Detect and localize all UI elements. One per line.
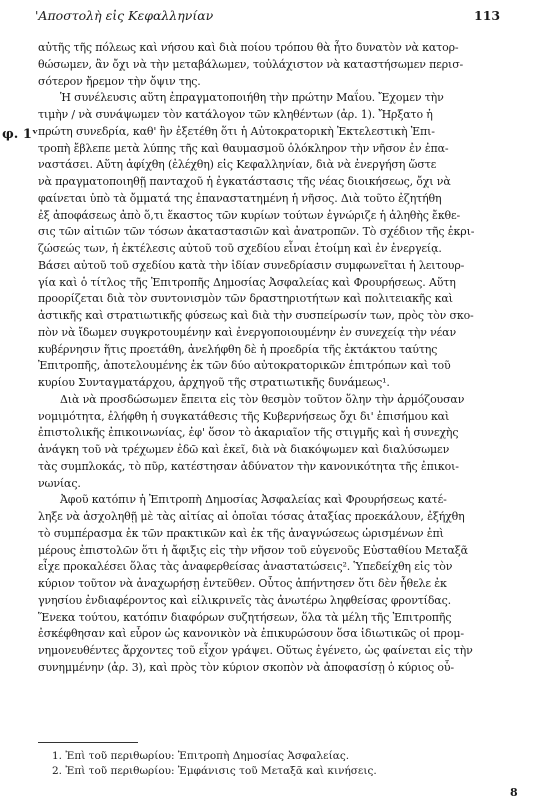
footnote-2: 2. Ἐπὶ τοῦ περιθωρίου: Ἐμφάνισις τοῦ Μεταξᾶ καὶ κινήσεις. [52,765,377,777]
text-line: ἐπιστολικῆς ἐπικοινωνίας, ἐφ' ὅσον τὸ ἀκαριαῖον τῆς στιγμῆς καὶ ἡ συνεχὴς [38,426,459,440]
text-line: νωνίας. [38,476,81,490]
text-line: ἀστικῆς καὶ στρατιωτικῆς φύσεως καὶ διὰ τὴν συσπείρωσίν των, πρὸς τὸν σκο- [38,309,474,322]
folio-margin-note: φ. 1ᵛ [2,127,39,142]
page-number: 113 [474,8,501,23]
text-line: γνησίου ἐνδιαφέροντος καὶ εἰλικρινεῖς τὰς ἀνωτέρω ληφθείσας φροντίδας. [38,593,451,607]
text-line: εἶχε προκαλέσει ὅλας τὰς ἀναφερθείσας ἀναστατώσεις². Ὑπεδείχθη εἰς τὸν [38,560,453,574]
body-text [38,40,532,677]
text-line: τὸ συμπέρασμα ἐκ τῶν πρακτικῶν καὶ ἐκ τῆς ἀναγνώσεως ὡρισμένων ἐπὶ [38,526,444,540]
paragraph-first-line: Ἀφοῦ κατόπιν ἡ Ἐπιτροπὴ Δημοσίας Ἀσφαλείας καὶ Φρουρήσεως κατέ- [60,493,447,507]
text-line: Ἕνεκα τούτου, κατόπιν διαφόρων συζητήσεων, ὅλα τὰ μέλη τῆς Ἐπιτροπῆς [38,610,452,624]
text-line: σις τῶν αἰτιῶν τῶν τόσων ἀκαταστασιῶν καὶ ἀνατροπῶν. Τὸ σχέδιον τῆς ἐκρι- [38,225,475,239]
text-line: πὸν νὰ ἴδωμεν συγκροτουμένην καὶ ἐνεργοποιουμένην ἐν συνεχείᾳ τὴν νέαν [38,325,457,339]
signature-mark: 8 [510,786,518,799]
text-line: προορίζεται διὰ τὸν συντονισμὸν τῶν δραστηριοτήτων καὶ πολιτειακῆς καὶ [38,292,453,306]
text-line: κύριον τοῦτον νὰ ἀναχωρήσῃ ἐντεῦθεν. Οὗτος ἀπήντησεν ὅτι δὲν ἦθελε ἐκ [38,577,447,590]
text-line: θώσωμεν, ἂν ὄχι νὰ τὴν μεταβάλωμεν, τοὐλάχιστον νὰ καταστήσωμεν περισ- [38,57,464,71]
paragraph-first-line: Ἡ συνέλευσις αὕτη ἐπραγματοποιήθη τὴν πρώτην Μαΐου. Ἔχομεν τὴν [60,91,444,105]
text-line: νὰ πραγματοποιηθῇ πανταχοῦ ἡ ἐγκατάστασις τῆς νέας διοικήσεως, ὄχι νὰ [38,175,451,188]
text-line: μέρους ἐπιστολῶν ὅτι ἡ ἄφιξις εἰς τὴν νῆσον τοῦ εὐγενοῦς Εὐσταθίου Μεταξᾶ [38,543,468,557]
text-line: Βάσει αὐτοῦ τοῦ σχεδίου κατὰ τὴν ἰδίαν συνεδρίασιν συμφωνεῖται ἡ λειτουρ- [38,258,465,272]
text-line: κυβέρνησιν ἥτις προετάθη, ἀνελήφθη δὲ ἡ προεδρία τῆς ἐκτάκτου ταύτης [38,342,438,356]
text-line: φαίνεται ὑπὸ τὰ ὄμματά της ἐπαναστατημένη ἡ νῆσος. Διὰ τοῦτο ἐζητήθη [38,191,442,205]
text-line: συνημμένην (ἀρ. 3), καὶ πρὸς τὸν κύριον σκοπὸν νὰ ἀποφασίσῃ ὁ κύριος οὗ- [38,660,454,674]
text-line: τὰς συμπλοκάς, τὸ πῦρ, κατέστησαν ἀδύνατον τὴν κανονικότητα τῆς ἐπικοι- [38,459,459,473]
running-header-title: 'Αποστολὴ εἰς Κεφαλληνίαν [35,8,214,23]
text-line: νομιμότητα, ἐλήφθη ἡ συγκατάθεσις τῆς Κυβερνήσεως ὄχι δι' ἐπισήμου καὶ [38,409,450,423]
footnote-1: 1. Ἐπὶ τοῦ περιθωρίου: Ἐπιτροπὴ Δημοσίας Ἀσφαλείας. [52,750,350,762]
text-line: τροπὴ ἔβλεπε μετὰ λύπης τῆς καὶ θαυμασμοῦ ὁλόκληρον τὴν νῆσον ἐν ἐπα- [38,141,449,155]
text-line: νημονευθέντες ἄρχοντες τοῦ εἶχον γράψει. Οὕτως ἐγένετο, ὡς φαίνεται εἰς τὴν [38,644,473,657]
text-line: γία καὶ ὁ τίτλος τῆς Ἐπιτροπῆς Δημοσίας Ἀσφαλείας καὶ Φρουρήσεως. Αὕτη [38,275,456,289]
text-line: τιμὴν / νὰ συνάψωμεν τὸν κατάλογον τῶν κληθέντων (ἀρ. 1). Ἤρξατο ἡ [38,108,433,121]
text-line: αὐτῆς τῆς πόλεως καὶ νήσου καὶ διὰ ποίου τρόπου θὰ ἦτο δυνατὸν νὰ κατορ- [38,41,459,54]
text-line: πρώτη συνεδρία, καθ' ἣν ἐξετέθη ὅτι ἡ Αὐτοκρατορικὴ Ἐκτελεστικὴ Ἐπι- [38,124,435,138]
text-line: σότερον ἤρεμον τὴν ὄψιν της. [38,74,201,88]
footnotes [52,749,377,779]
text-line: ἐξ ἀποφάσεως ἀπὸ ὅ,τι ἕκαστος τῶν κυρίων τούτων ἐγνώριζε ἡ ἀληθὴς ἔκθε- [38,208,461,222]
text-line: κυρίου Συνταγματάρχου, ἀρχηγοῦ τῆς στρατιωτικῆς δυνάμεως¹. [38,376,390,389]
text-line: ἀνάγκη τοῦ νὰ τρέχωμεν ἐδῶ καὶ ἐκεῖ, διὰ νὰ διακόψωμεν καὶ διαλύσωμεν [38,443,450,456]
text-line: ναστάσει. Αὕτη ἀφίχθη (ἐλέχθη) εἰς Κεφαλληνίαν, διὰ νὰ ἐνεργήση ὥστε [38,158,437,172]
footnote-separator [38,742,138,743]
text-line: ζώσεώς των, ἡ ἐκτέλεσις αὐτοῦ τοῦ σχεδίου εἶναι ἑτοίμη καὶ ἐν ἐνεργείᾳ. [38,242,442,255]
paragraph-first-line: Διὰ νὰ προσδώσωμεν ἔπειτα εἰς τὸν θεσμὸν τοῦτον ὅλην τὴν ἁρμόζουσαν [60,392,465,406]
text-line: Ἐπιτροπῆς, ἀποτελουμένης ἐκ τῶν δύο αὐτοκρατορικῶν ἐπιτρόπων καὶ τοῦ [38,359,451,373]
text-line: ἐσκέφθησαν καὶ εὗρον ὡς κανονικὸν νὰ ἐπικυρώσουν ὅσα ἰδιωτικῶς οἱ προμ- [38,627,464,641]
text-line: ληξε νὰ ἀσχοληθῇ μὲ τὰς αἰτίας αἱ ὁποῖαι τόσας ἀταξίας προεκάλουν, ἐξήχθη [38,510,465,523]
